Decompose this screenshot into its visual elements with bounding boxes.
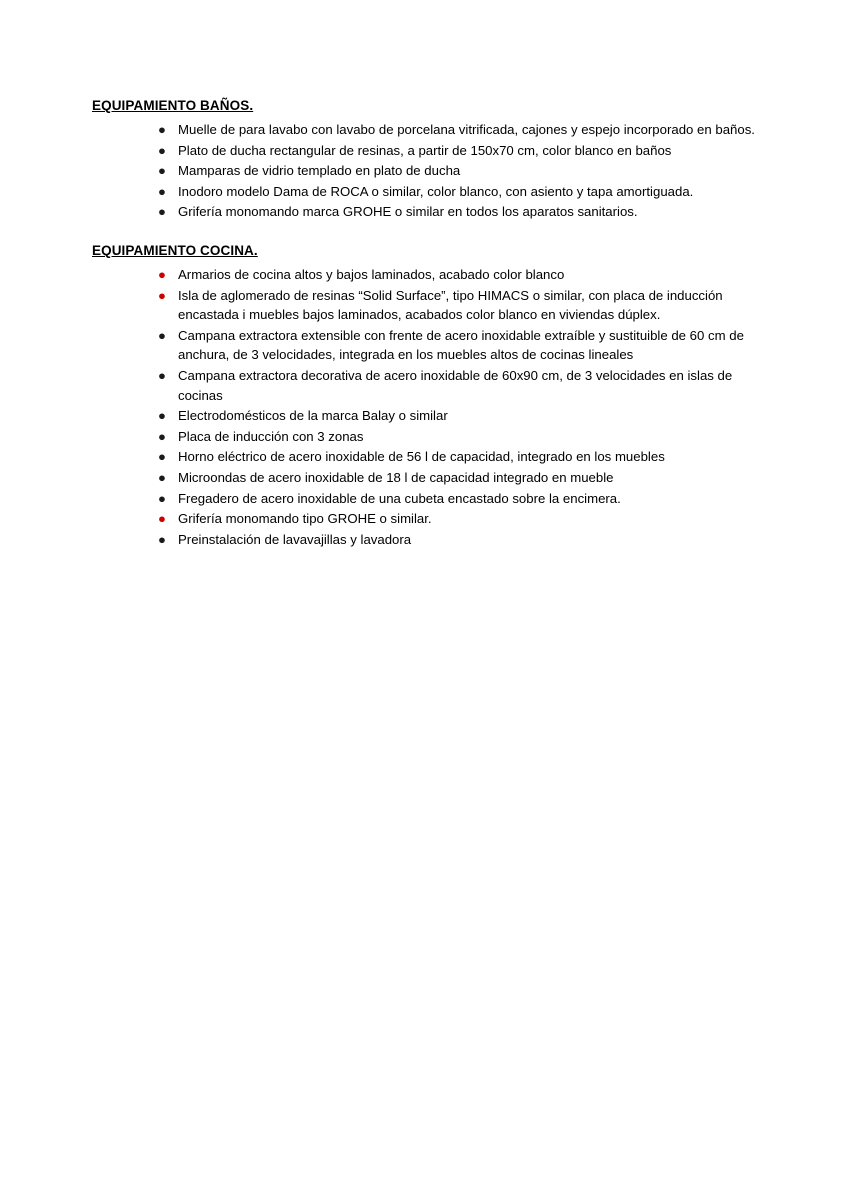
- list-item: [92, 366, 772, 405]
- list-item: [92, 489, 772, 509]
- section-kitchen-equipment: [92, 243, 772, 549]
- list-item: [92, 141, 772, 161]
- bullet-list: [92, 120, 772, 222]
- bullet-icon: ●: [158, 367, 166, 383]
- bullet-icon: ●: [158, 428, 166, 444]
- list-item: [92, 468, 772, 488]
- bullet-icon: ●: [158, 287, 166, 303]
- list-item: [92, 202, 772, 222]
- list-item: [92, 326, 772, 365]
- bullet-icon: ●: [158, 183, 166, 199]
- list-item: [92, 120, 772, 140]
- list-item: [92, 406, 772, 426]
- list-item: [92, 182, 772, 202]
- bullet-icon: ●: [158, 142, 166, 158]
- list-item-text: Isla de aglomerado de resinas “Solid Surface”, tipo HIMACS o similar, con placa de inducción encastada i muebles bajos laminados, acabados color blanco en viviendas dúplex.: [178, 287, 723, 323]
- list-item-text: Horno eléctrico de acero inoxidable de 56 l de capacidad, integrado en los muebles: [178, 449, 665, 465]
- list-item: [92, 530, 772, 550]
- bullet-icon: ●: [158, 469, 166, 485]
- bullet-list: [92, 265, 772, 549]
- bullet-icon: ●: [158, 408, 166, 424]
- list-item-text: Electrodomésticos de la marca Balay o similar: [178, 408, 448, 424]
- list-item-text: Armarios de cocina altos y bajos laminados, acabado color blanco: [178, 266, 565, 282]
- list-item-text: Preinstalación de lavavajillas y lavadora: [178, 531, 412, 547]
- list-item-text: Fregadero de acero inoxidable de una cubeta encastado sobre la encimera.: [178, 490, 621, 506]
- list-item: [92, 265, 772, 285]
- bullet-icon: ●: [158, 163, 166, 179]
- bullet-icon: ●: [158, 204, 166, 220]
- list-item: [92, 447, 772, 467]
- bullet-icon: ●: [158, 122, 166, 137]
- list-item-text: Grifería monomando tipo GROHE o similar.: [178, 511, 432, 527]
- bullet-icon: ●: [158, 490, 166, 506]
- document-content: [92, 98, 772, 550]
- list-item: [92, 161, 772, 181]
- list-item-text: Campana extractora decorativa de acero inoxidable de 60x90 cm, de 3 velocidades en islas de cocinas: [178, 367, 733, 403]
- list-item-text: Placa de inducción con 3 zonas: [178, 428, 364, 444]
- list-item-text: Microondas de acero inoxidable de 18 l de capacidad integrado en mueble: [178, 469, 614, 485]
- bullet-icon: ●: [158, 327, 166, 343]
- list-item-text: Inodoro modelo Dama de ROCA o similar, color blanco, con asiento y tapa amortiguada.: [178, 183, 694, 199]
- bullet-icon: ●: [158, 449, 166, 465]
- list-item-text: Mamparas de vidrio templado en plato de ducha: [178, 163, 461, 179]
- section-bathroom-equipment: [92, 98, 772, 222]
- list-item-text: Plato de ducha rectangular de resinas, a partir de 150x70 cm, color blanco en baños: [178, 142, 672, 158]
- list-item-text: Muelle de para lavabo con lavabo de porcelana vitrificada, cajones y espejo incorporado en baños.: [178, 122, 755, 137]
- section-heading: EQUIPAMIENTO BAÑOS.: [92, 98, 254, 113]
- bullet-icon: ●: [158, 511, 166, 527]
- list-item-text: Campana extractora extensible con frente de acero inoxidable extraíble y sustituible de 60 cm de anchura, de 3 velocidades, integrada en los muebles altos de cocinas lineales: [178, 327, 744, 363]
- section-heading: EQUIPAMIENTO COCINA.: [92, 242, 258, 258]
- list-item: [92, 286, 772, 325]
- list-item-text: Grifería monomando marca GROHE o similar en todos los aparatos sanitarios.: [178, 204, 638, 220]
- bullet-icon: ●: [158, 531, 166, 547]
- bullet-icon: ●: [158, 266, 166, 282]
- list-item: [92, 509, 772, 529]
- list-item: [92, 427, 772, 447]
